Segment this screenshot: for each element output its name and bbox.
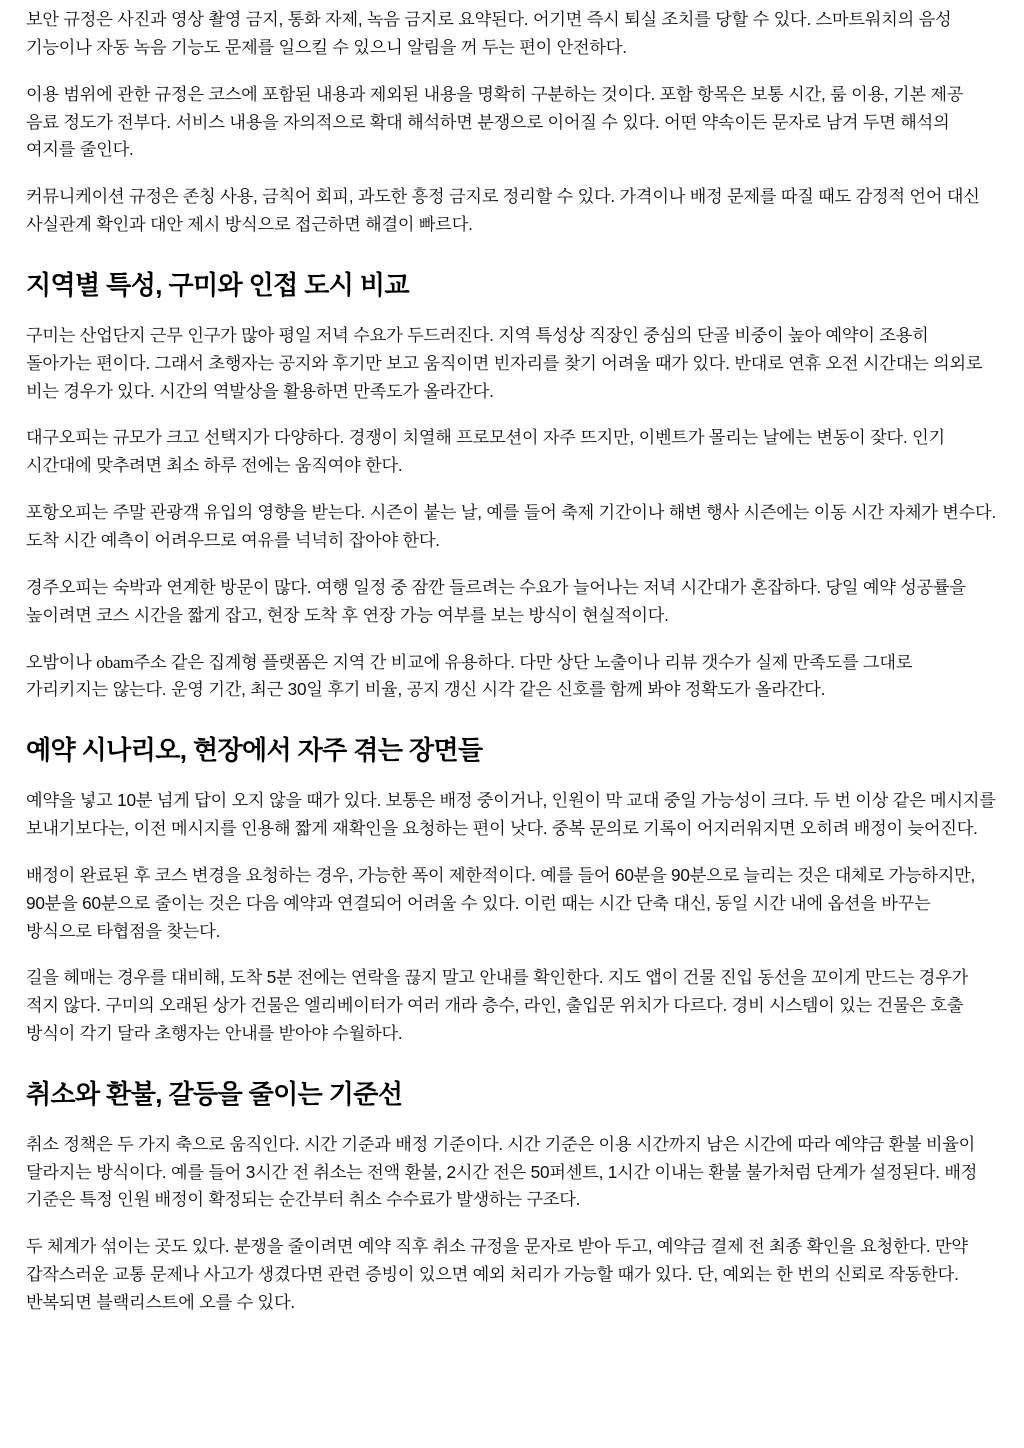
paragraph: 두 체계가 섞이는 곳도 있다. 분쟁을 줄이려면 예약 직후 취소 규정을 문자로 받아 두고, 예약금 결제 전 최종 확인을 요청한다. 만약 갑작스러운 교통 문제나 사고가 생겼다면 관련 증빙이 있으면 예외 처리가 가능할 때가 있다. 단, 예외는 한 번의 신뢰로 작동한다. 반복되면 블랙리스트에 오를 수 있다. xyxy=(26,1236,968,1313)
paragraph-text-after: 주소 같은 집계형 플랫폼은 지역 간 비교에 유용하다. 다만 상단 노출이나 리뷰 갯수가 실제 만족도를 그대로 가리키지는 않는다. 운영 기간, 최근 30일 후기 비율, 공지 갱신 시각 같은 신호를 함께 봐야 정확도가 올라간다. xyxy=(26,651,913,700)
paragraph: 취소 정책은 두 가지 축으로 움직인다. 시간 기준과 배정 기준이다. 시간 기준은 이용 시간까지 남은 시간에 따라 예약금 환불 비율이 달라지는 방식이다. 예를 들어 3시간 전 취소는 전액 환불, 2시간 전은 50퍼센트, 1시간 이내는 환불 불가처럼 단계가 설정된다. 배정 기준은 특정 인원 배정이 확정되는 순간부터 취소 수수료가 발생하는 구조다. xyxy=(26,1133,978,1210)
paragraph-with-latin-term xyxy=(26,649,998,705)
paragraph: 커뮤니케이션 규정은 존칭 사용, 금칙어 회피, 과도한 흥정 금지로 정리할 수 있다. 가격이나 배정 문제를 따질 때도 감정적 언어 대신 사실관계 확인과 대안 제시 방식으로 접근하면 해결이 빠르다. xyxy=(26,186,980,235)
paragraph-text-before: 오밤이나 xyxy=(26,651,97,672)
section-heading: 지역별 특성, 구미와 인접 도시 비교 xyxy=(26,270,409,301)
paragraph: 구미는 산업단지 근무 인구가 많아 평일 저녁 수요가 두드러진다. 지역 특성상 직장인 중심의 단골 비중이 높아 예약이 조용히 돌아가는 편이다. 그래서 초행자는 공지와 후기만 보고 움직이면 빈자리를 찾기 어려울 때가 있다. 반대로 연휴 오전 시간대는 의외로 비는 경우가 있다. 시간의 역발상을 활용하면 만족도가 올라간다. xyxy=(26,324,983,401)
paragraph: 길을 헤매는 경우를 대비해, 도착 5분 전에는 연락을 끊지 말고 안내를 확인한다. 지도 앱이 건물 진입 동선을 꼬이게 만드는 경우가 적지 않다. 구미의 오래된 상가 건물은 엘리베이터가 여러 개라 층수, 라인, 출입문 위치가 다르다. 경비 시스템이 있는 건물은 호출 방식이 각기 달라 초행자는 안내를 받아야 수월하다. xyxy=(26,967,969,1044)
paragraph: 보안 규정은 사진과 영상 촬영 금지, 통화 자제, 녹음 금지로 요약된다. 어기면 즉시 퇴실 조치를 당할 수 있다. 스마트워치의 음성 기능이나 자동 녹음 기능도 문제를 일으킬 수 있으니 알림을 꺼 두는 편이 안전하다. xyxy=(26,9,952,57)
paragraph: 배정이 완료된 후 코스 변경을 요청하는 경우, 가능한 폭이 제한적이다. 예를 들어 60분을 90분으로 늘리는 것은 대체로 가능하지만, 90분을 60분으로 줄이는 것은 다음 예약과 연결되어 어려울 수 있다. 이런 때는 시간 단축 대신, 동일 시간 내에 옵션을 바꾸는 방식으로 타협점을 찾는다. xyxy=(26,864,976,941)
paragraph: 포항오피는 주말 관광객 유입의 영향을 받는다. 시즌이 붙는 날, 예를 들어 축제 기간이나 해변 행사 시즌에는 이동 시간 자체가 변수다. 도착 시간 예측이 어려우므로 여유를 넉넉히 잡아야 한다. xyxy=(26,502,997,550)
latin-term: obam xyxy=(96,652,134,672)
paragraph: 이용 범위에 관한 규정은 코스에 포함된 내용과 제외된 내용을 명확히 구분하는 것이다. 포함 항목은 보통 시간, 룸 이용, 기본 제공 음료 정도가 전부다. 서비스 내용을 자의적으로 확대 해석하면 분쟁으로 이어질 수 있다. 어떤 약속이든 문자로 남겨 두면 해석의 여지를 줄인다. xyxy=(26,83,964,160)
section-heading: 예약 시나리오, 현장에서 자주 겪는 장면들 xyxy=(26,735,483,766)
paragraph: 예약을 넣고 10분 넘게 답이 오지 않을 때가 있다. 보통은 배정 중이거나, 인원이 막 교대 중일 가능성이 크다. 두 번 이상 같은 메시지를 보내기보다는, 이전 메시지를 인용해 짧게 재확인을 요청하는 편이 낫다. 중복 문의로 기록이 어지러워지면 오히려 배정이 늦어진다. xyxy=(26,790,996,838)
section-heading: 취소와 환불, 갈등을 줄이는 기준선 xyxy=(26,1078,403,1109)
paragraph: 경주오피는 숙박과 연계한 방문이 많다. 여행 일정 중 잠깐 들르려는 수요가 늘어나는 저녁 시간대가 혼잡하다. 당일 예약 성공률을 높이려면 코스 시간을 짧게 잡고, 현장 도착 후 연장 가능 여부를 보는 방식이 현실적이다. xyxy=(26,576,966,625)
paragraph: 대구오피는 규모가 크고 선택지가 다양하다. 경쟁이 치열해 프로모션이 자주 뜨지만, 이벤트가 몰리는 날에는 변동이 잦다. 인기 시간대에 맞추려면 최소 하루 전에는 움직여야 한다. xyxy=(26,427,945,476)
